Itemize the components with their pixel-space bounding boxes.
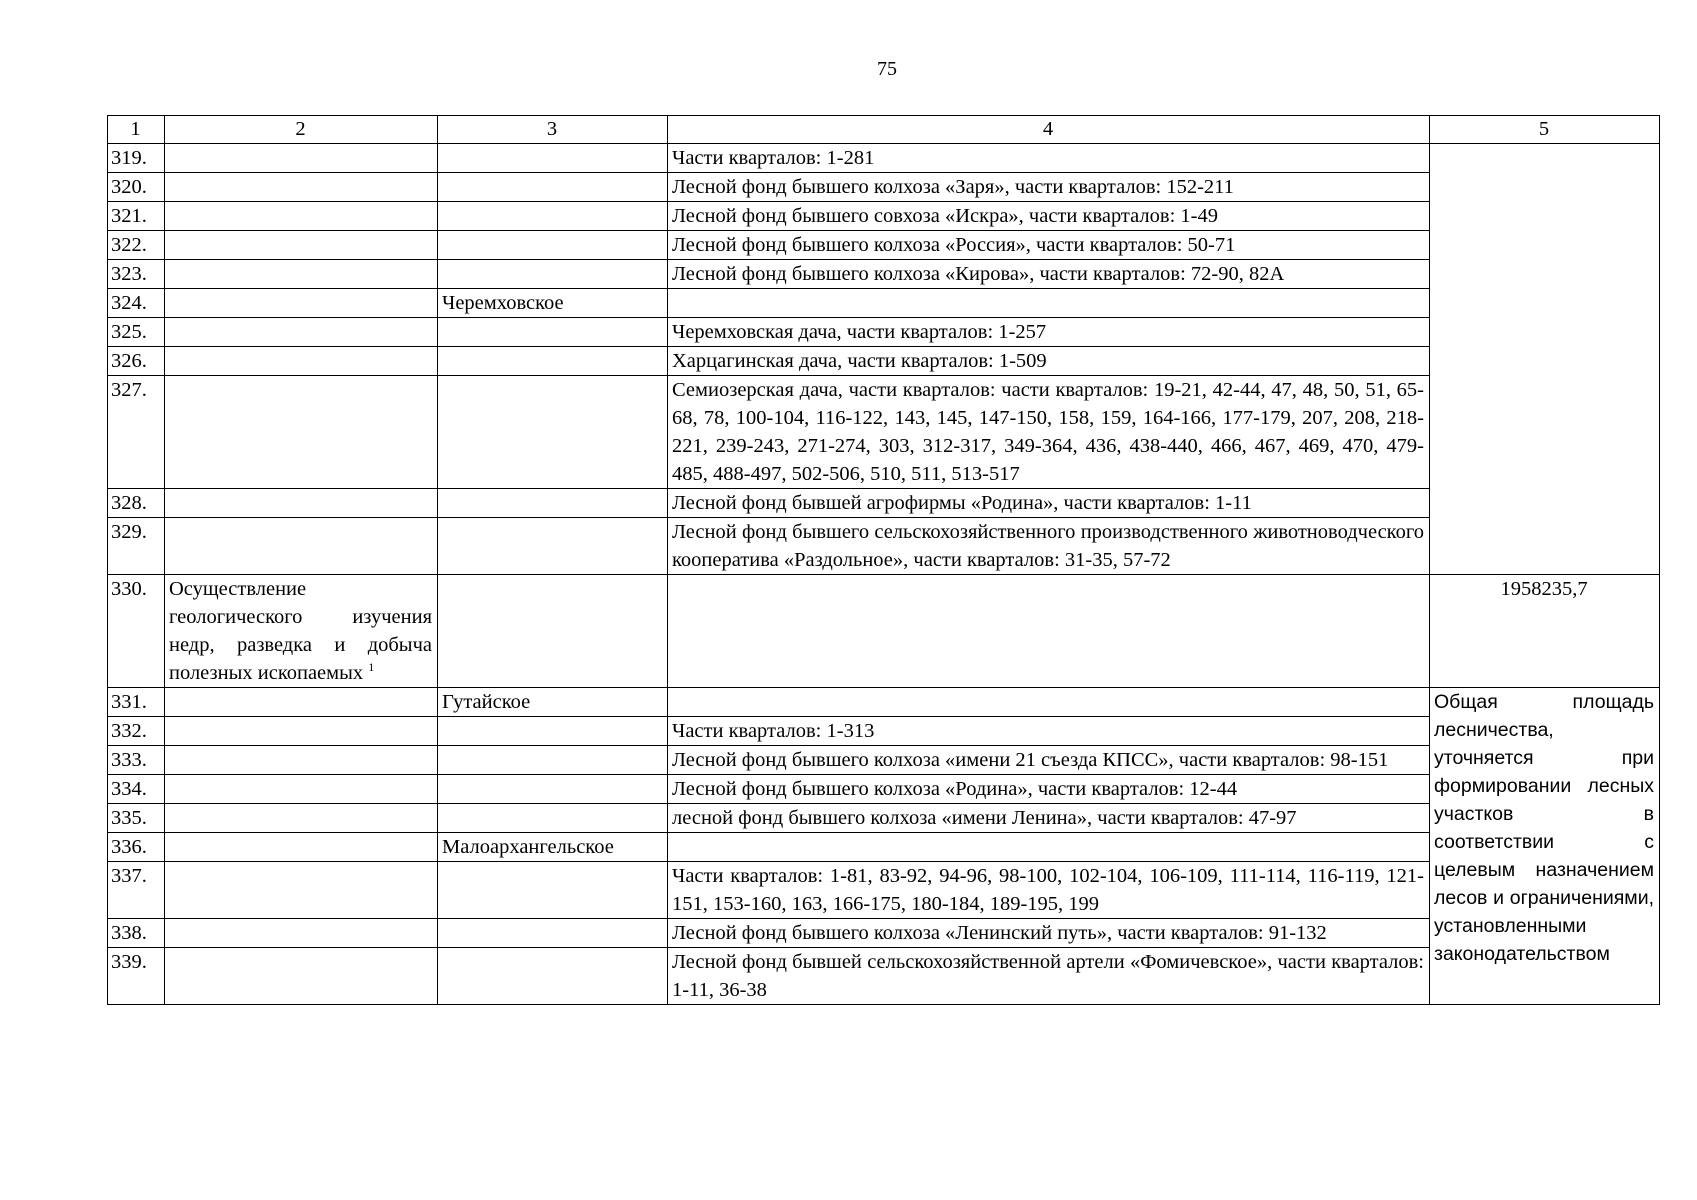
forestry-cell: [438, 144, 668, 173]
table-row: [108, 948, 1660, 1005]
purpose-cell: [165, 518, 438, 575]
row-number: 338.: [108, 919, 165, 948]
forestry-cell: [438, 376, 668, 489]
quarters-cell: Части кварталов: 1-281: [668, 144, 1430, 173]
forestry-cell: [438, 347, 668, 376]
table-row: [108, 746, 1660, 775]
purpose-cell: [165, 919, 438, 948]
purpose-cell: [165, 804, 438, 833]
quarters-cell: Части кварталов: 1-81, 83-92, 94-96, 98-100, 102-104, 106-109, 111-114, 116-119, 121-151, 153-160, 163, 166-175, 180-184, 189-195, 199: [668, 862, 1430, 919]
purpose-text: Осуществление геологического изучения недр, разведка и добыча полезных ископаемых: [169, 578, 432, 684]
purpose-cell: [165, 260, 438, 289]
row-number: 328.: [108, 489, 165, 518]
quarters-cell: Лесной фонд бывшего колхоза «Родина», части кварталов: 12-44: [668, 775, 1430, 804]
table-row: [108, 518, 1660, 575]
forestry-cell: [438, 746, 668, 775]
purpose-cell: [165, 489, 438, 518]
row-number: 337.: [108, 862, 165, 919]
table-row: [108, 717, 1660, 746]
table-row: [108, 318, 1660, 347]
row-number: 339.: [108, 948, 165, 1005]
purpose-cell: [165, 862, 438, 919]
table-row: [108, 144, 1660, 173]
row-number: 332.: [108, 717, 165, 746]
table-row: [108, 173, 1660, 202]
row-number: 319.: [108, 144, 165, 173]
row-number: 321.: [108, 202, 165, 231]
quarters-cell: Лесной фонд бывшего колхоза «Россия», части кварталов: 50-71: [668, 231, 1430, 260]
purpose-cell: [165, 833, 438, 862]
forestry-cell: [438, 202, 668, 231]
header-cell: 5: [1430, 116, 1660, 144]
table-row: [108, 489, 1660, 518]
forestry-cell: [438, 919, 668, 948]
table-row: [108, 575, 1660, 688]
header-cell: 1: [108, 116, 165, 144]
forestry-cell: [438, 575, 668, 688]
quarters-cell: Лесной фонд бывшего колхоза «Ленинский путь», части кварталов: 91-132: [668, 919, 1430, 948]
row-number: 326.: [108, 347, 165, 376]
row-number: 334.: [108, 775, 165, 804]
purpose-cell: [165, 318, 438, 347]
quarters-cell: Черемховская дача, части кварталов: 1-257: [668, 318, 1430, 347]
area-cell: [1430, 144, 1660, 575]
forestry-cell: [438, 717, 668, 746]
purpose-cell: [165, 746, 438, 775]
forestry-cell: [438, 775, 668, 804]
quarters-cell: Харцагинская дача, части кварталов: 1-509: [668, 347, 1430, 376]
row-number: 325.: [108, 318, 165, 347]
header-cell: 2: [165, 116, 438, 144]
quarters-cell: Части кварталов: 1-313: [668, 717, 1430, 746]
forestry-cell: Малоархангельское: [438, 833, 668, 862]
purpose-cell: [165, 144, 438, 173]
row-number: 322.: [108, 231, 165, 260]
table-row: [108, 833, 1660, 862]
forestry-cell: [438, 518, 668, 575]
quarters-cell: Лесной фонд бывшего совхоза «Искра», части кварталов: 1-49: [668, 202, 1430, 231]
table-row: [108, 862, 1660, 919]
row-number: 329.: [108, 518, 165, 575]
table-row: [108, 231, 1660, 260]
quarters-cell: Лесной фонд бывшей сельскохозяйственной артели «Фомичевское», части кварталов: 1-11, 36-38: [668, 948, 1430, 1005]
quarters-cell: Лесной фонд бывшего сельскохозяйственного производственного животноводческого кооператива «Раздольное», части кварталов: 31-35, 57-72: [668, 518, 1430, 575]
purpose-cell: [165, 289, 438, 318]
row-number: 331.: [108, 688, 165, 717]
row-number: 323.: [108, 260, 165, 289]
table-row: [108, 289, 1660, 318]
forestry-cell: [438, 231, 668, 260]
quarters-cell: [668, 688, 1430, 717]
area-value-cell: 1958235,7: [1430, 575, 1660, 688]
forestry-cell: [438, 948, 668, 1005]
table-row: [108, 775, 1660, 804]
row-number: 320.: [108, 173, 165, 202]
row-number: 335.: [108, 804, 165, 833]
forestry-cell: Черемховское: [438, 289, 668, 318]
table-header-row: [108, 116, 1660, 144]
row-number: 330.: [108, 575, 165, 688]
row-number: 333.: [108, 746, 165, 775]
quarters-cell: [668, 575, 1430, 688]
table-row: [108, 804, 1660, 833]
quarters-cell: Семиозерская дача, части кварталов: части кварталов: 19-21, 42-44, 47, 48, 50, 51, 65-68, 78, 100-104, 116-122, 143, 145, 147-150, 158, 159, 164-166, 177-179, 207, 208, 218-221, 239-243, 271-274, 303, 312-317, 349-364, 436, 438-440, 466, 467, 469, 470, 479-485, 488-497, 502-506, 510, 511, 513-517: [668, 376, 1430, 489]
forestry-cell: [438, 260, 668, 289]
row-number: 327.: [108, 376, 165, 489]
footnote-mark: 1: [368, 660, 375, 675]
forestry-cell: [438, 804, 668, 833]
quarters-cell: Лесной фонд бывшего колхоза «Заря», части кварталов: 152-211: [668, 173, 1430, 202]
quarters-cell: лесной фонд бывшего колхоза «имени Ленина», части кварталов: 47-97: [668, 804, 1430, 833]
forestry-cell: [438, 862, 668, 919]
forest-table: [107, 115, 1660, 1005]
table-row: [108, 376, 1660, 489]
forestry-cell: [438, 318, 668, 347]
forestry-cell: [438, 489, 668, 518]
forestry-cell: Гутайское: [438, 688, 668, 717]
forestry-cell: [438, 173, 668, 202]
purpose-cell: [165, 948, 438, 1005]
purpose-cell: [165, 231, 438, 260]
purpose-cell: [165, 575, 438, 688]
table-row: [108, 347, 1660, 376]
row-number: 324.: [108, 289, 165, 318]
quarters-cell: [668, 289, 1430, 318]
quarters-cell: Лесной фонд бывшего колхоза «имени 21 съезда КПСС», части кварталов: 98-151: [668, 746, 1430, 775]
purpose-cell: [165, 173, 438, 202]
quarters-cell: Лесной фонд бывшей агрофирмы «Родина», части кварталов: 1-11: [668, 489, 1430, 518]
purpose-cell: [165, 688, 438, 717]
table-row: [108, 202, 1660, 231]
header-cell: 3: [438, 116, 668, 144]
purpose-cell: [165, 202, 438, 231]
purpose-cell: [165, 775, 438, 804]
purpose-cell: [165, 717, 438, 746]
quarters-cell: [668, 833, 1430, 862]
purpose-cell: [165, 347, 438, 376]
area-note-cell: Общая площадь лесничества, уточняется при формировании лесных участков в соответствии с целевым назначением лесов и ограничениями, установленными законодательством: [1430, 688, 1660, 1005]
quarters-cell: Лесной фонд бывшего колхоза «Кирова», части кварталов: 72-90, 82А: [668, 260, 1430, 289]
row-number: 336.: [108, 833, 165, 862]
purpose-cell: [165, 376, 438, 489]
table-row: [108, 919, 1660, 948]
page-number: 75: [877, 58, 897, 80]
table-row: [108, 688, 1660, 717]
header-cell: 4: [668, 116, 1430, 144]
table-row: [108, 260, 1660, 289]
